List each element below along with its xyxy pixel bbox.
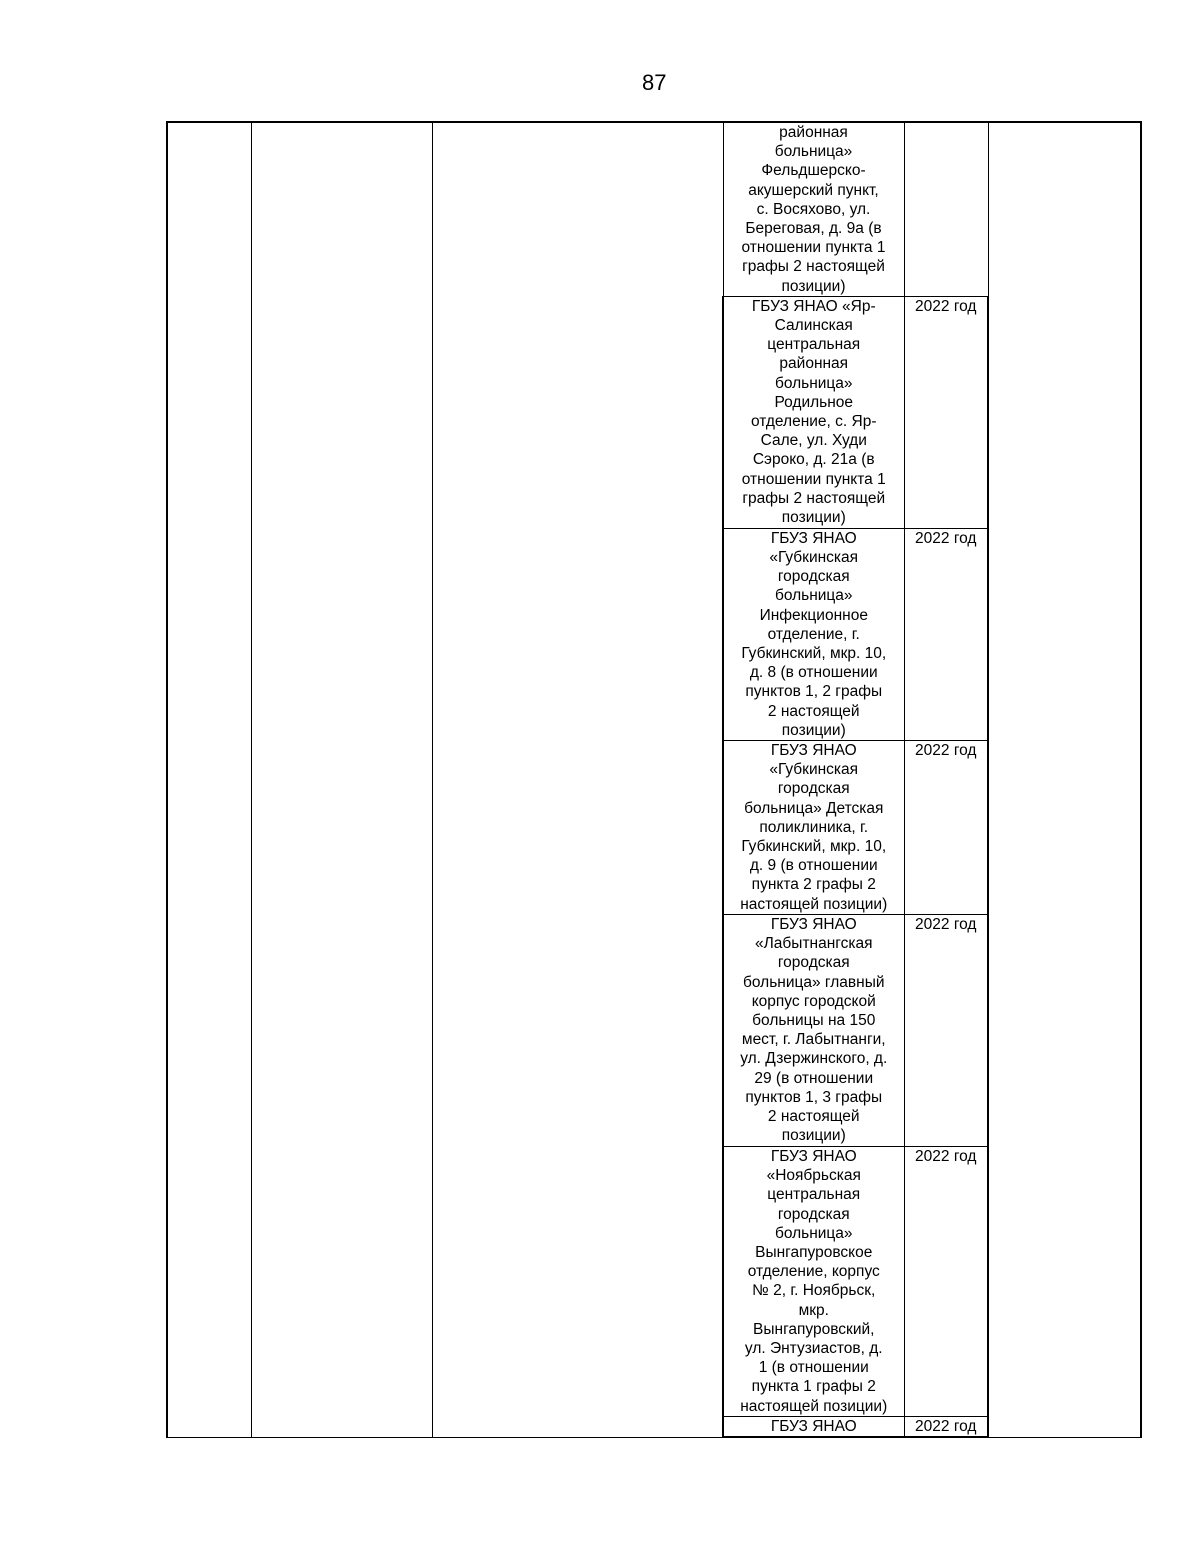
year-text: 2022 год [915, 529, 977, 547]
year-text: 2022 год [915, 915, 977, 933]
facility-text: ГБУЗ ЯНАО «Губкинская городская больница» Детская поликлиника, г. Губкинский, мкр. 10, д. 9 (в отношении пункта 2 графы 2 настоящей позиции) [740, 742, 888, 913]
table-row [167, 122, 1141, 296]
year-text: 2022 год [915, 742, 977, 760]
facility-text: ГБУЗ ЯНАО «Яр- Салинская центральная районная больница» Родильное отделение, с. Яр- Сале, ул. Худи Сэроко, д. 21а (в отношении пункта 1 графы 2 настоящей позиции) [741, 297, 886, 527]
document-table [166, 121, 1142, 1438]
col-notes-cell [988, 122, 1141, 1437]
year-cell [904, 1146, 988, 1416]
facility-text: районная больница» Фельдшерско- акушерский пункт, с. Восяхово, ул. Береговая, д. 9а (в отношении пункта 1 графы 2 настоящей позиции) [741, 124, 886, 295]
year-cell [904, 1416, 988, 1437]
year-text: 2022 год [915, 297, 977, 315]
facility-text: ГБУЗ ЯНАО «Лабытнангская городская больница» главный корпус городской больницы на 150 мест, г. Лабытнанги, ул. Дзержинского, д. 29 (в отношении пунктов 1, 3 графы 2 настоящей позиции) [740, 915, 888, 1145]
facility-cell [723, 1146, 904, 1416]
year-cell [904, 528, 988, 740]
year-text: 2022 год [915, 1417, 977, 1435]
facility-text: ГБУЗ ЯНАО [770, 1417, 857, 1435]
col-name-cell [251, 122, 432, 1437]
year-cell [904, 741, 988, 915]
facility-cell [723, 1416, 904, 1437]
page-number: 87 [642, 70, 667, 95]
facility-cell [723, 528, 904, 740]
facility-cell [723, 741, 904, 915]
col-description-cell [432, 122, 723, 1437]
year-cell [904, 296, 988, 528]
facility-cell [723, 914, 904, 1146]
facility-text: ГБУЗ ЯНАО «Губкинская городская больница» Инфекционное отделение, г. Губкинский, мкр. 10, д. 8 (в отношении пунктов 1, 2 графы 2 настоящей позиции) [741, 529, 887, 739]
year-cell [904, 122, 988, 296]
year-cell [904, 914, 988, 1146]
facility-text: ГБУЗ ЯНАО «Ноябрьская центральная городская больница» Вынгапуровское отделение, корпус № 2, г. Ноябрьск, мкр. Вынгапуровский, ул. Энтузиастов, д. 1 (в отношении пункта 1 графы 2 настоящей позиции) [740, 1147, 888, 1415]
year-text: 2022 год [915, 1147, 977, 1165]
col-number-cell [167, 122, 251, 1437]
facility-cell [723, 296, 904, 528]
facility-cell [723, 122, 904, 296]
